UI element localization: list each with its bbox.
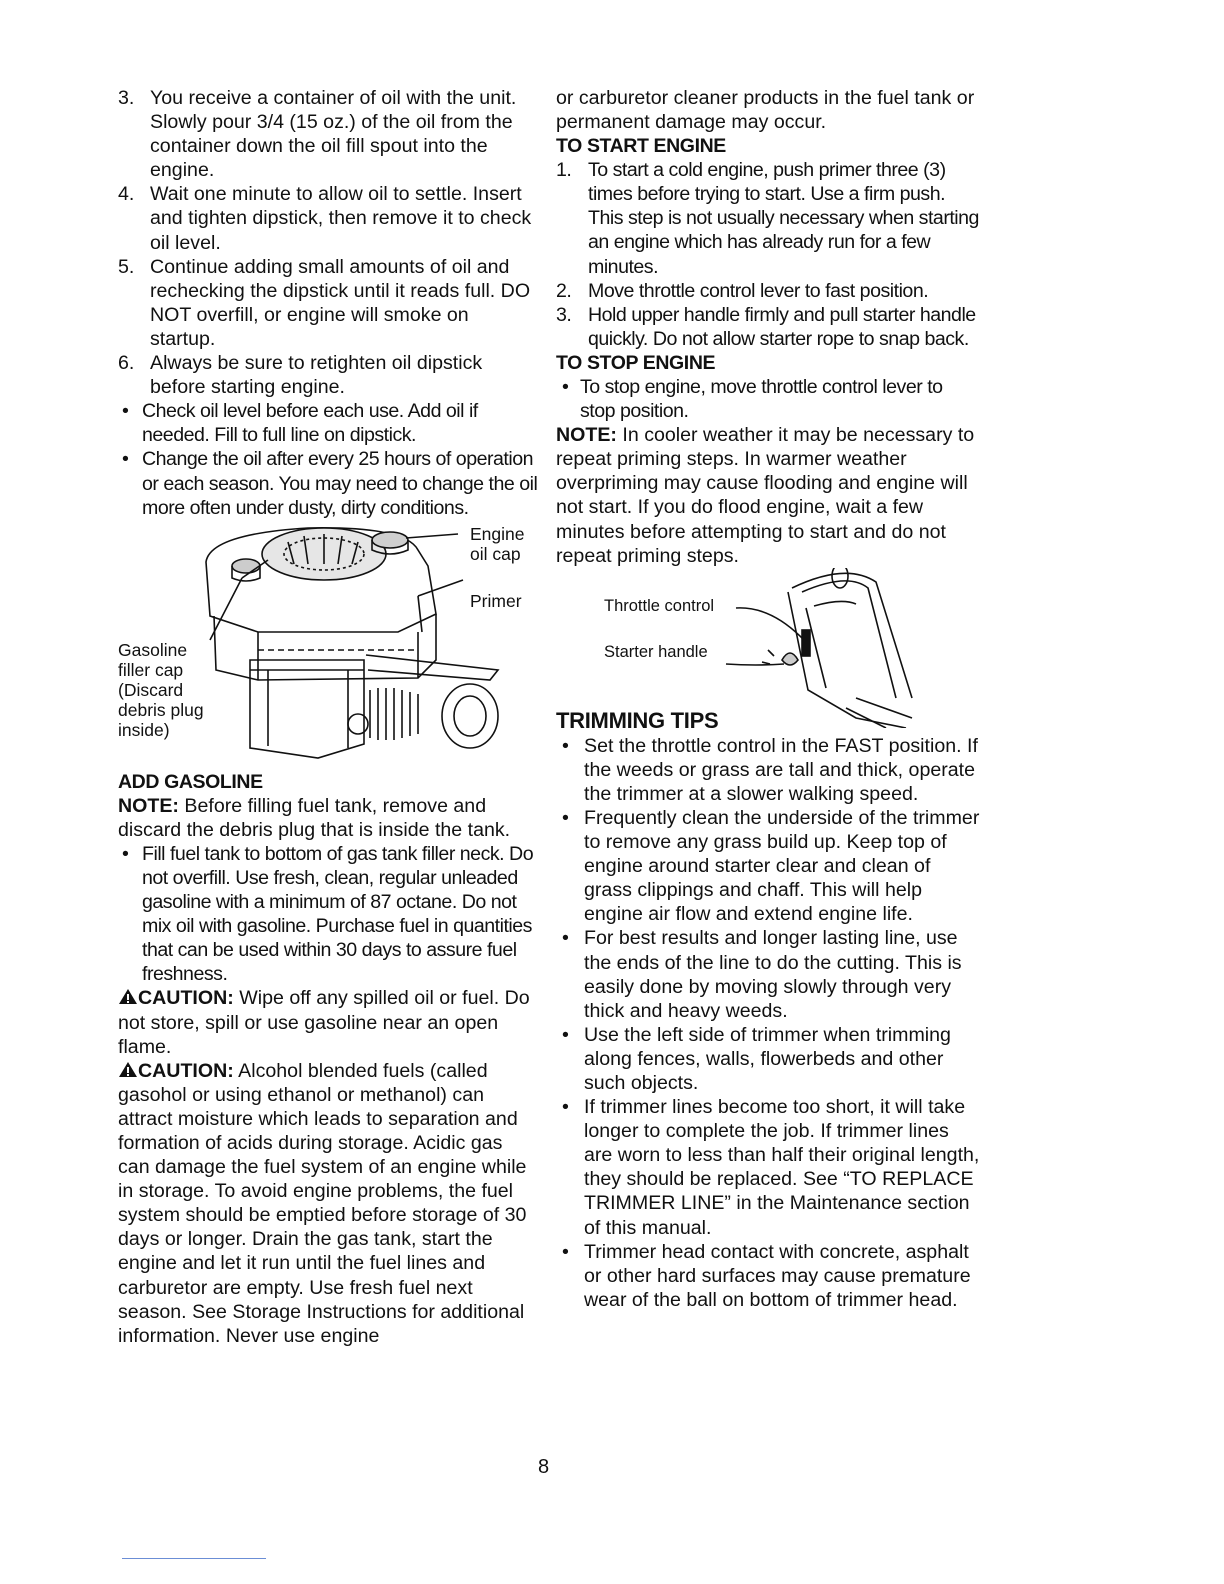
page-number: 8 [538, 1456, 550, 1478]
caution-text: Alcohol blended fuels (called gasohol or using ethanol or methanol) can attract moisture which leads to separation and formation of acids during storage. Acidic gas can damage the fuel system of an engine while in storage. To avoid engine problems, the fuel system should be emptied before storage of 30 days or longer. Drain the gas tank, start the engine and let it run until the fuel lines and carburetor are empty. Use fresh fuel next season. See Storage Instructions for additional information. Never use engine [118, 1059, 527, 1347]
caution-label: CAUTION: [138, 1059, 234, 1082]
bullet-text: • Use the left side of trimmer when trimming along fences, walls, flowerbeds and other such objects. [584, 1023, 951, 1094]
note-text: In cooler weather it may be necessary to repeat priming steps. In warmer weather overpriming may cause flooding and engine will not start. If you do flood engine, wait a few minutes before attempting to start and do not repeat priming steps. [556, 424, 975, 567]
step-number: 1. [556, 159, 572, 182]
start-step-1 [556, 158, 980, 278]
trimming-tip-2 [556, 806, 980, 926]
oil-bullet-change [118, 447, 538, 519]
bullet-text: • For best results and longer lasting line, use the ends of the line to do the cutting. This is easily done by moving slowly through very thick and heavy weeds. [584, 927, 962, 1022]
engine-oil-cap-label: Engine oil cap [470, 523, 525, 564]
step-text: Always be sure to retighten oil dipstick before starting engine. [150, 352, 483, 399]
bullet-text: • Check oil level before each use. Add oil if needed. Fill to full line on dipstick. [142, 400, 478, 447]
trimmer-handle-figure [556, 568, 980, 708]
gasoline-filler-cap-label: Gasoline filler cap (Discard debris plug inside) [118, 639, 204, 740]
gas-note [118, 794, 538, 842]
oil-step-6 [118, 351, 538, 399]
bullet-text: • Trimmer head contact with concrete, asphalt or other hard surfaces may cause premature wear of the ball on bottom of trimmer head. [584, 1240, 971, 1311]
note-label: NOTE: [118, 794, 179, 817]
step-number: 3. [556, 303, 572, 326]
trimming-tip-6 [556, 1240, 980, 1312]
trimming-tip-5 [556, 1095, 980, 1240]
oil-bullet-check [118, 399, 538, 447]
engine-figure [118, 520, 538, 770]
throttle-control-label: Throttle control [604, 596, 715, 615]
step-number: 6. [118, 352, 135, 375]
start-step-3 [556, 303, 980, 351]
left-column [118, 86, 538, 1348]
oil-step-3 [118, 86, 538, 182]
caution-alcohol [118, 1059, 538, 1348]
start-step-2 [556, 279, 980, 303]
bullet-text: • Frequently clean the underside of the trimmer to remove any grass build up. Keep top of engine around starter clear and clean of grass clippings and chaff. This will help engine air flow and extend engine life. [584, 806, 980, 926]
continued-text: or carburetor cleaner products in the fuel tank or permanent damage may occur. [556, 87, 975, 134]
step-number: 2. [556, 279, 572, 302]
step-text: Continue adding small amounts of oil and rechecking the dipstick until it reads full. DO NOT overfill, or engine will smoke on startup. [150, 255, 531, 350]
bullet-text: • To stop engine, move throttle control lever to stop position. [580, 375, 943, 423]
step-number: 3. [118, 87, 135, 109]
to-start-engine-heading: TO START ENGINE [556, 135, 726, 158]
bullet-text: • Change the oil after every 25 hours of operation or each season. You may need to change the oil more often under dusty, dirty conditions. [142, 448, 538, 519]
oil-step-5 [118, 255, 538, 351]
step-text: Wait one minute to allow oil to settle. Insert and tighten dipstick, then remove it to check oil level. [150, 183, 532, 254]
bullet-text: • Set the throttle control in the FAST position. If the weeds or grass are tall and thick, operate the trimmer at a slower walking speed. [584, 734, 978, 805]
starter-handle-label: Starter handle [604, 642, 708, 661]
warning-icon [118, 988, 138, 1005]
add-gasoline-heading: ADD GASOLINE [118, 770, 263, 793]
bullet-text: • If trimmer lines become too short, it will take longer to complete the job. If trimmer lines are worn to less than half their original length, they should be replaced. See “TO REPLACE TRIMMER LINE” in the Maintenance section of this manual. [584, 1096, 980, 1239]
step-text: You receive a container of oil with the unit. Slowly pour 3/4 (15 oz.) of the oil from the container down the oil fill spout into the engine. [150, 87, 517, 182]
caution-text: Wipe off any spilled oil or fuel. Do not store, spill or use gasoline near an open flame. [118, 987, 530, 1058]
priming-note [556, 423, 980, 568]
stop-bullet [556, 375, 980, 423]
bullet-text: • Fill fuel tank to bottom of gas tank filler neck. Do not overfill. Use fresh, clean, regular unleaded gasoline with a minimum of 87 octane. Do not mix oil with gasoline. Purchase fuel in quantities that can be used within 30 days to assure fuel freshness. [142, 842, 534, 986]
trimming-tip-4 [556, 1023, 980, 1095]
gas-bullet-fill [118, 842, 538, 987]
trimming-tips-heading: TRIMMING TIPS [556, 707, 719, 733]
trimming-tip-1 [556, 734, 980, 806]
caution-spill [118, 986, 538, 1058]
note-label: NOTE: [556, 424, 617, 447]
warning-icon [118, 1061, 138, 1078]
step-number: 4. [118, 183, 135, 206]
oil-step-4 [118, 182, 538, 254]
note-text: Before filling fuel tank, remove and discard the debris plug that is inside the tank. [118, 794, 511, 841]
trimming-tip-3 [556, 926, 980, 1022]
to-stop-engine-heading: TO STOP ENGINE [556, 351, 716, 374]
footer-rule [122, 1558, 266, 1559]
step-text: Move throttle control lever to fast position. [588, 279, 929, 302]
step-text: To start a cold engine, push primer three (3) times before trying to start. Use a firm push. This step is not usually necessary when starting an engine which has already run for a few minutes. [588, 159, 979, 278]
step-text: Hold upper handle firmly and pull starter handle quickly. Do not allow starter rope to snap back. [588, 303, 976, 350]
step-number: 5. [118, 255, 135, 278]
caution-label: CAUTION: [138, 987, 234, 1010]
right-column [556, 86, 980, 1312]
primer-label: Primer [470, 590, 522, 611]
